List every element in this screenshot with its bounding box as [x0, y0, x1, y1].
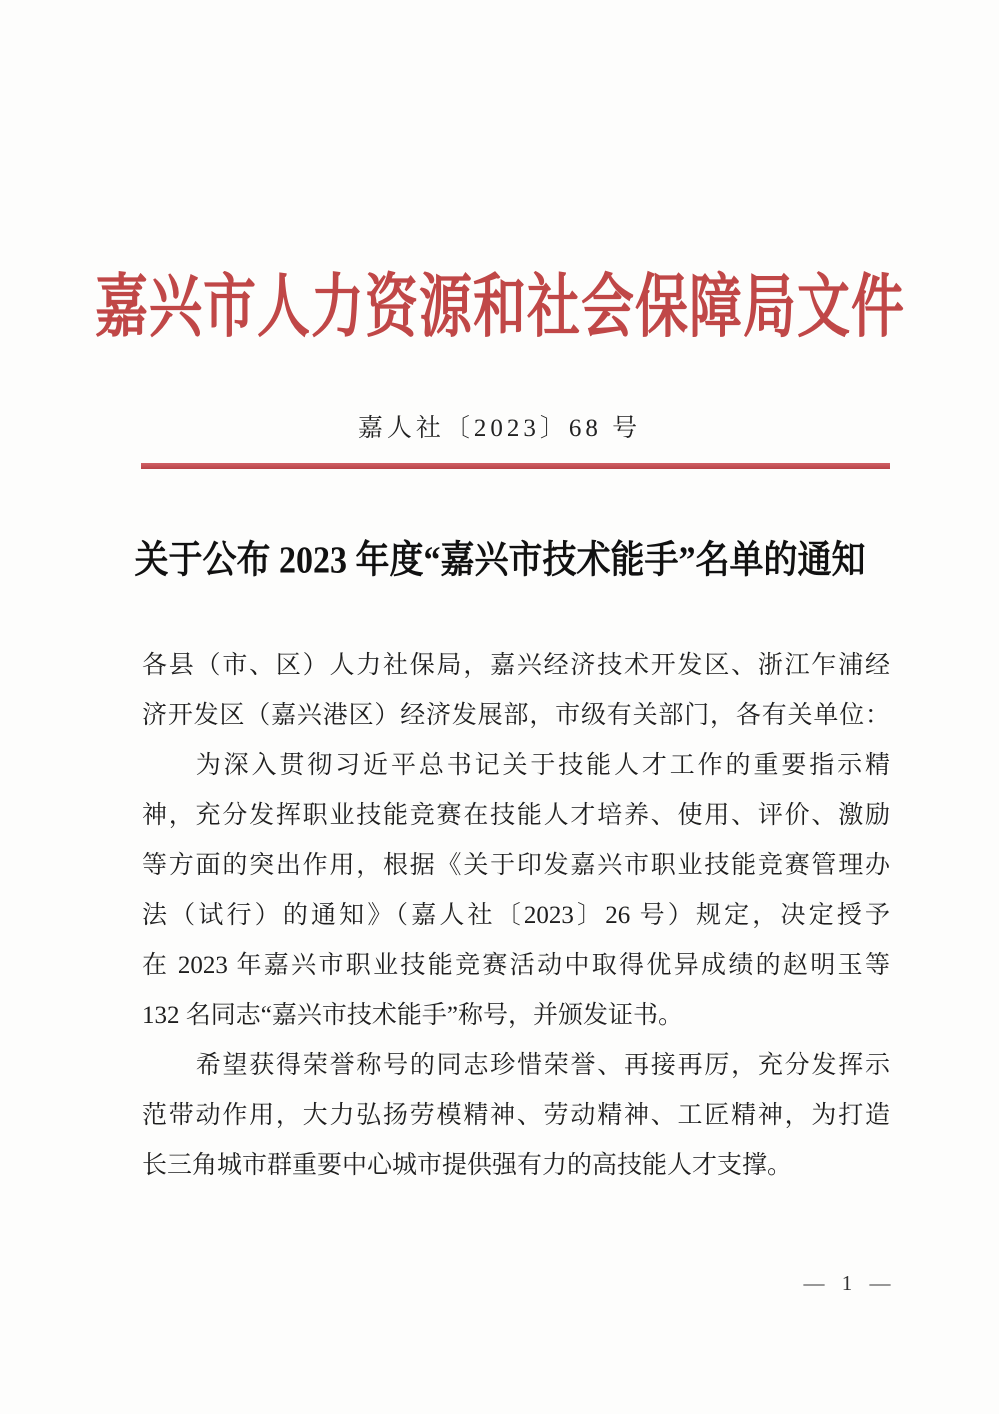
document-number: 嘉人社〔2023〕68 号	[357, 415, 642, 442]
body-line: 法（试行）的通知》（嘉人社〔2023〕26 号）规定，决定授予	[142, 902, 890, 929]
letterhead-org-title: 嘉兴市人力资源和社会保障局文件	[95, 269, 905, 345]
body-line: 范带动作用，大力弘扬劳模精神、劳动精神、工匠精神，为打造	[142, 1102, 890, 1129]
body-line: 希望获得荣誉称号的同志珍惜荣誉、再接再厉，充分发挥示	[195, 1052, 890, 1079]
body-line: 132 名同志“嘉兴市技术能手”称号，并颁发证书。	[142, 1002, 683, 1029]
document-body	[142, 641, 890, 1191]
document-title: 关于公布 2023 年度“嘉兴市技术能手”名单的通知	[134, 540, 866, 582]
body-line: 长三角城市群重要中心城市提供强有力的高技能人才支撑。	[142, 1152, 793, 1179]
page-number: — 1 —	[803, 1271, 897, 1295]
red-separator-rule	[141, 463, 890, 469]
body-line: 为深入贯彻习近平总书记关于技能人才工作的重要指示精	[195, 752, 890, 779]
body-line: 各县（市、区）人力社保局，嘉兴经济技术开发区、浙江乍浦经	[142, 652, 890, 679]
body-line: 神，充分发挥职业技能竞赛在技能人才培养、使用、评价、激励	[142, 802, 890, 829]
body-line: 在 2023 年嘉兴市职业技能竞赛活动中取得优异成绩的赵明玉等	[142, 952, 890, 979]
body-line: 济开发区（嘉兴港区）经济发展部，市级有关部门，各有关单位：	[142, 702, 890, 729]
body-line: 等方面的突出作用，根据《关于印发嘉兴市职业技能竞赛管理办	[142, 852, 890, 879]
